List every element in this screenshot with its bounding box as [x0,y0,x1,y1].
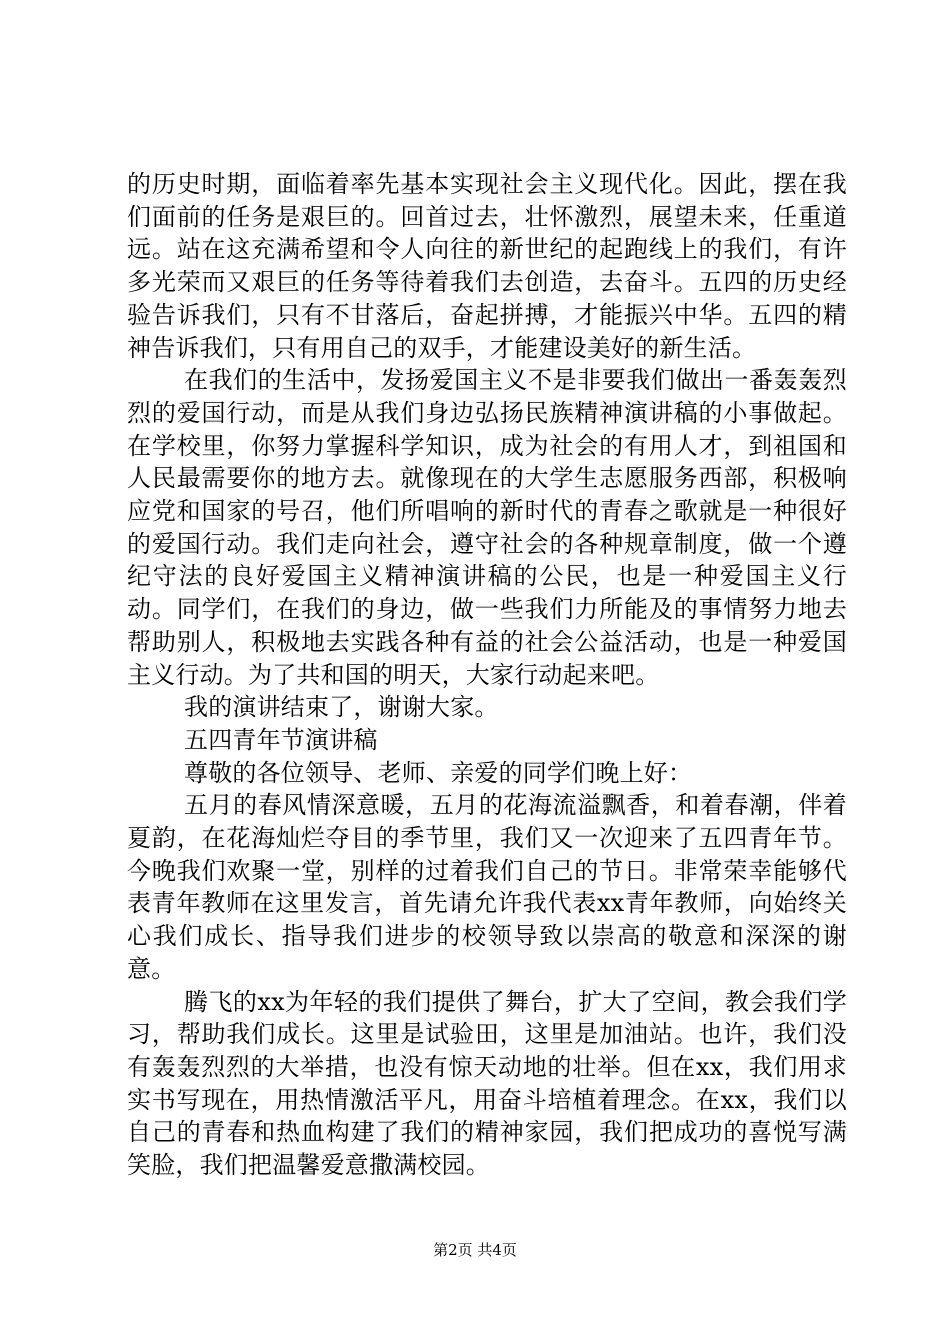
paragraph-school-growth: 腾飞的xx为年轻的我们提供了舞台，扩大了空间，教会我们学习，帮助我们成长。这里是试验田，这里是加油站。也许，我们没有轰轰烈烈的大举措，也没有惊天动地的壮举。但在xx，我们用求实书写现在，用热情激活平凡，用奋斗培植着理念。在xx，我们以自己的青春和热血构建了我们的精神家园，我们把成功的喜悦写满笑脸，我们把温馨爱意撒满校园。 [127,987,847,1180]
section-title: 五四青年节演讲稿 [184,725,378,754]
paragraph-salutation: 尊敬的各位领导、老师、亲爱的同学们晚上好： [184,758,693,787]
paragraph-patriotism-daily-life: 在我们的生活中，发扬爱国主义不是非要我们做出一番轰轰烈烈的爱国行动，而是从我们身边弘扬民族精神演讲稿的小事做起。在学校里，你努力掌握科学知识，成为社会的有用人才，到祖国和人民最需要你的地方去。就像现在的大学生志愿服务西部，积极响应党和国家的号召，他们所唱响的新时代的青春之歌就是一种很好的爱国行动。我们走向社会，遵守社会的各种规章制度，做一个遵纪守法的良好爱国主义精神演讲稿的公民，也是一种爱国主义行动。同学们，在我们的身边，做一些我们力所能及的事情努力地去帮助别人，积极地去实践各种有益的社会公益活动，也是一种爱国主义行动。为了共和国的明天，大家行动起来吧。 [127,366,847,689]
paragraph-closing-thanks: 我的演讲结束了，谢谢大家。 [184,693,499,722]
page-number-footer: 第2页 共4页 [433,1241,517,1259]
document-body [127,168,847,1182]
paragraph-continuation: 的历史时期，面临着率先基本实现社会主义现代化。因此，摆在我们面前的任务是艰巨的。回首过去，壮怀激烈，展望未来，任重道远。站在这充满希望和令人向往的新世纪的起跑线上的我们，有许多光荣而又艰巨的任务等待着我们去创造，去奋斗。五四的历史经验告诉我们，只有不甘落后，奋起拼搏，才能振兴中华。五四的精神告诉我们，只有用自己的双手，才能建设美好的新生活。 [127,170,847,362]
paragraph-may-spring: 五月的春风情深意暖，五月的花海流溢飘香，和着春潮，伴着夏韵，在花海灿烂夺目的季节里，我们又一次迎来了五四青年节。今晚我们欢聚一堂，别样的过着我们自己的节日。非常荣幸能够代表青年教师在这里发言，首先请允许我代表xx青年教师，向始终关心我们成长、指导我们进步的校领导致以崇高的敬意和深深的谢意。 [127,791,847,983]
